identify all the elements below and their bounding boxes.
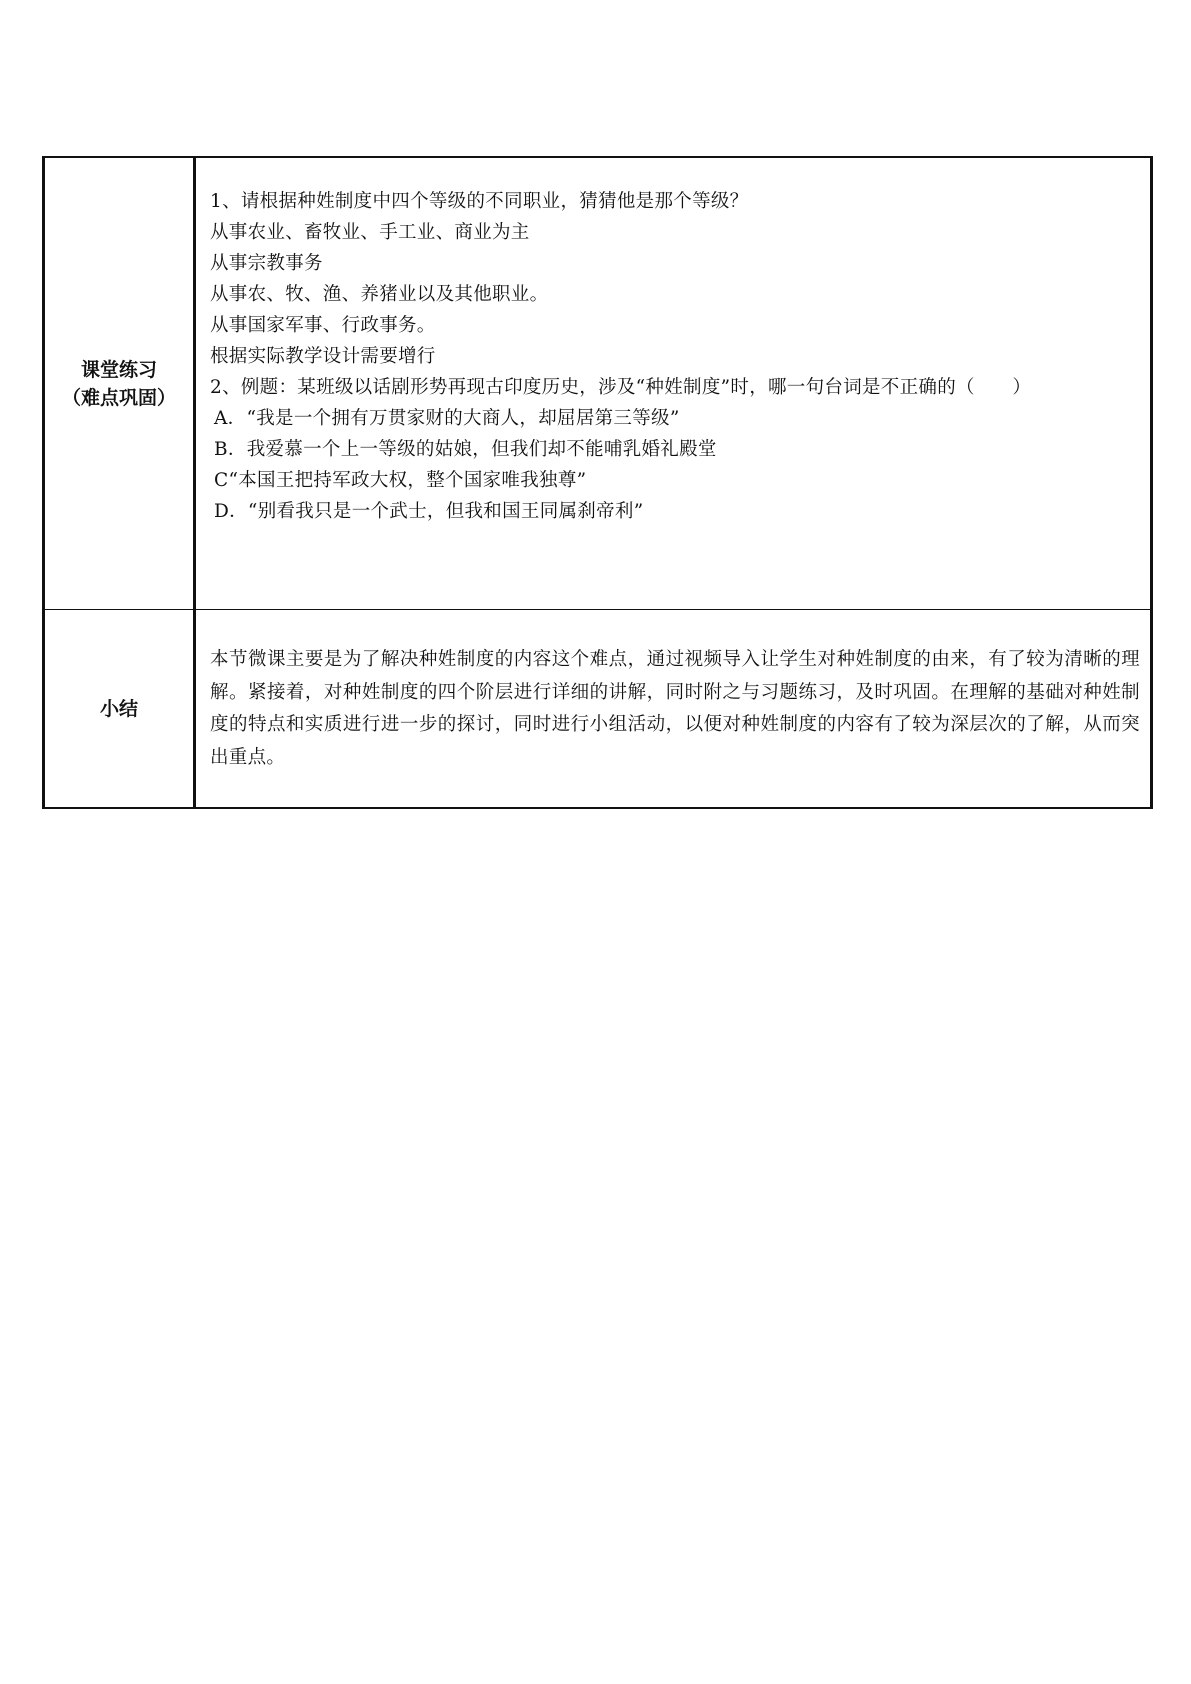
practice-item: 从事国家军事、行政事务。: [210, 315, 436, 336]
summary-label-cell: [44, 610, 195, 809]
practice-item: 从事农业、畜牧业、手工业、商业为主: [210, 222, 530, 243]
summary-content-cell: [195, 610, 1152, 809]
practice-content-cell: [195, 157, 1152, 610]
practice-option-a: A．“我是一个拥有万贯家财的大商人，却屈居第三等级”: [214, 408, 680, 429]
table-row-summary: [44, 610, 1152, 809]
practice-item: 从事宗教事务: [210, 253, 323, 274]
practice-lines: [210, 186, 1140, 527]
lesson-plan-table: [42, 156, 1153, 809]
practice-sublabel: （难点巩固）: [61, 386, 176, 409]
practice-option-c: C“本国王把持军政大权，整个国家唯我独尊”: [214, 470, 587, 491]
practice-option-d: D．“别看我只是一个武士，但我和国王同属刹帝利”: [214, 501, 644, 522]
practice-item: 从事农、牧、渔、养猪业以及其他职业。: [210, 284, 549, 305]
practice-label: 课堂练习: [80, 358, 157, 381]
practice-question-1: 1、请根据种姓制度中四个等级的不同职业，猜猜他是那个等级？: [210, 191, 749, 212]
summary-text: 本节微课主要是为了解决种姓制度的内容这个难点，通过视频导入让学生对种姓制度的由来，有了较为清晰的理解。紧接着，对种姓制度的四个阶层进行详细的讲解，同时附之与习题练习，及时巩固。在理解的基础对种姓制度的特点和实质进行进一步的探讨，同时进行小组活动，以便对种姓制度的内容有了较为深层次的了解，从而突出重点。: [210, 649, 1140, 768]
practice-option-b: B．我爱慕一个上一等级的姑娘，但我们却不能哺乳婚礼殿堂: [214, 439, 717, 460]
practice-label-cell: [44, 157, 195, 610]
practice-question-2: 2、例题：某班级以话剧形势再现古印度历史，涉及“种姓制度”时，哪一句台词是不正确的（ ）: [210, 377, 1032, 398]
practice-note: 根据实际教学设计需要增行: [210, 346, 436, 367]
summary-label: 小结: [99, 697, 138, 720]
table-row-practice: [44, 157, 1152, 610]
